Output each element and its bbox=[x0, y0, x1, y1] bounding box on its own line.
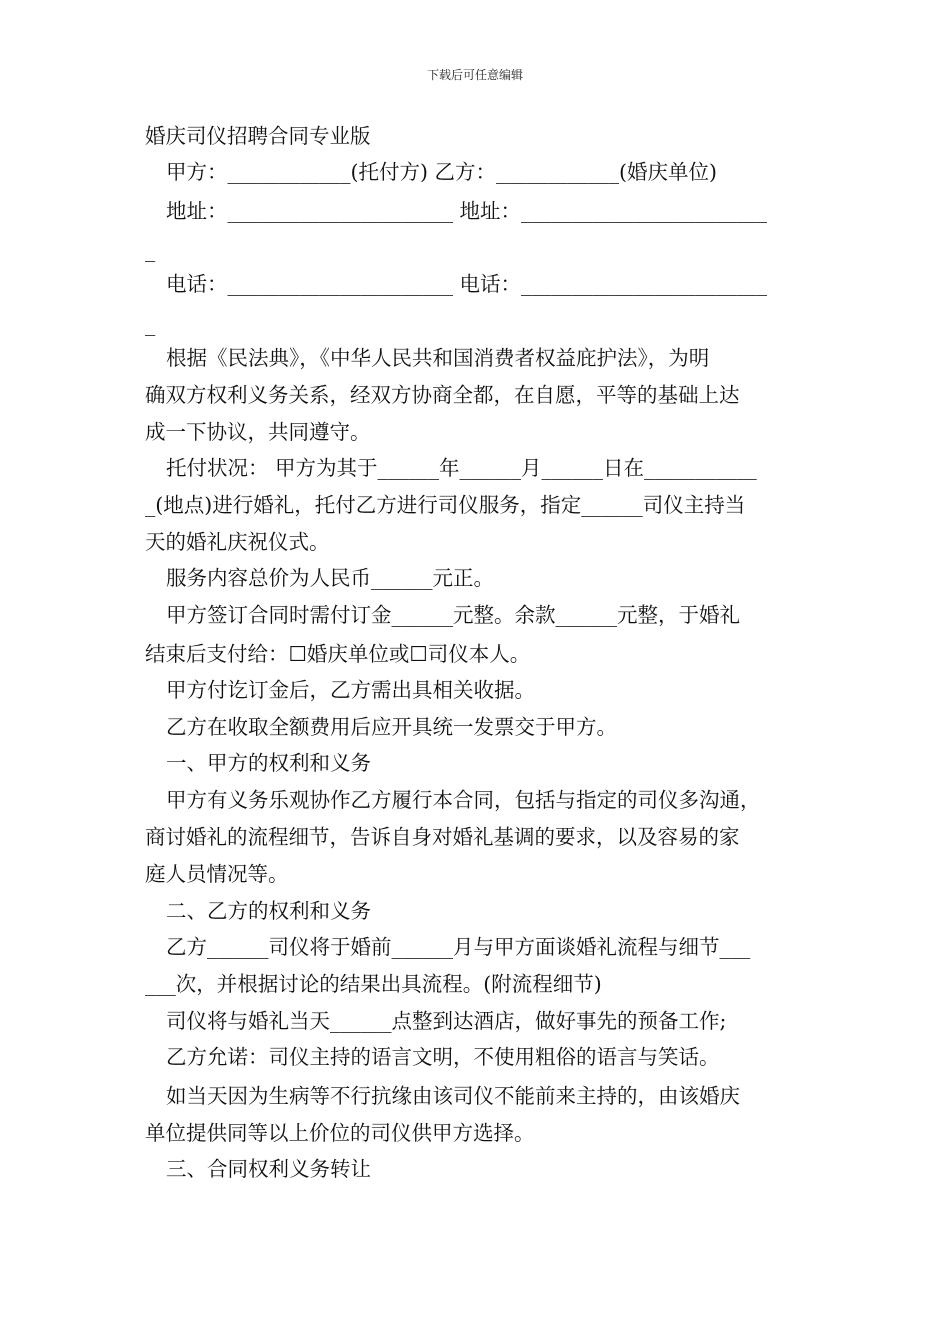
section-heading: 一、甲方的权利和义务 bbox=[166, 751, 371, 775]
phone-line-wrap: _ bbox=[145, 312, 156, 336]
address-line: 地址：______________________ 地址：________________________ bbox=[166, 199, 768, 223]
paragraph-line: 甲方签订合同时需付订金______元整。余款______元整，于婚礼 bbox=[166, 603, 740, 627]
paragraph-line: 甲方付讫订金后，乙方需出具相关收据。 bbox=[166, 678, 535, 702]
paragraph-line: 司仪将与婚礼当天______点整到达酒店，做好事先的预备工作; bbox=[166, 1009, 727, 1033]
paragraph-line: 根据《民法典》，《中华人民共和国消费者权益庇护法》，为明 bbox=[166, 346, 710, 370]
page-header: 下载后可任意编辑 bbox=[426, 68, 523, 82]
paragraph-line: 商讨婚礼的流程细节，告诉自身对婚礼基调的要求，以及容易的家 bbox=[145, 825, 740, 849]
paragraph-line: 成一下协议，共同遵守。 bbox=[145, 420, 371, 444]
paragraph-line: 甲方有义务乐观协作乙方履行本合同，包括与指定的司仪多沟通， bbox=[166, 788, 761, 812]
section-heading: 三、合同权利义务转让 bbox=[166, 1157, 371, 1181]
address-line-wrap: _ bbox=[145, 238, 156, 262]
paragraph-line: 结束后支付给：☐婚庆单位或☐司仪本人。 bbox=[145, 642, 531, 666]
paragraph-line: 天的婚礼庆祝仪式。 bbox=[145, 530, 330, 554]
section-heading: 二、乙方的权利和义务 bbox=[166, 899, 371, 923]
paragraph-line: 如当天因为生病等不行抗缘由该司仪不能前来主持的，由该婚庆 bbox=[166, 1084, 740, 1108]
phone-line: 电话：______________________ 电话：________________________ bbox=[166, 272, 768, 296]
paragraph-line: 确双方权利义务关系，经双方协商全都，在自愿，平等的基础上达 bbox=[145, 383, 740, 407]
paragraph-line: _(地点)进行婚礼，托付乙方进行司仪服务，指定______司仪主持当 bbox=[145, 493, 746, 517]
paragraph-line: 托付状况： 甲方为其于______年______月______日在___________ bbox=[166, 456, 757, 480]
paragraph-line: ___次，并根据讨论的结果出具流程。(附流程细节) bbox=[145, 972, 602, 996]
paragraph-line: 单位提供同等以上价位的司仪供甲方选择。 bbox=[145, 1121, 535, 1145]
document-title: 婚庆司仪招聘合同专业版 bbox=[145, 124, 371, 148]
paragraph-line: 乙方______司仪将于婚前______月与甲方面谈婚礼流程与细节___ bbox=[166, 935, 751, 959]
paragraph-line: 庭人员情况等。 bbox=[145, 862, 289, 886]
paragraph-line: 乙方在收取全额费用后应开具统一发票交于甲方。 bbox=[166, 715, 617, 739]
paragraph-line: 服务内容总价为人民币______元正。 bbox=[166, 566, 494, 590]
party-line: 甲方：____________(托付方) 乙方：____________(婚庆单位) bbox=[166, 160, 718, 184]
paragraph-line: 乙方允诺：司仪主持的语言文明，不使用粗俗的语言与笑话。 bbox=[166, 1045, 720, 1069]
